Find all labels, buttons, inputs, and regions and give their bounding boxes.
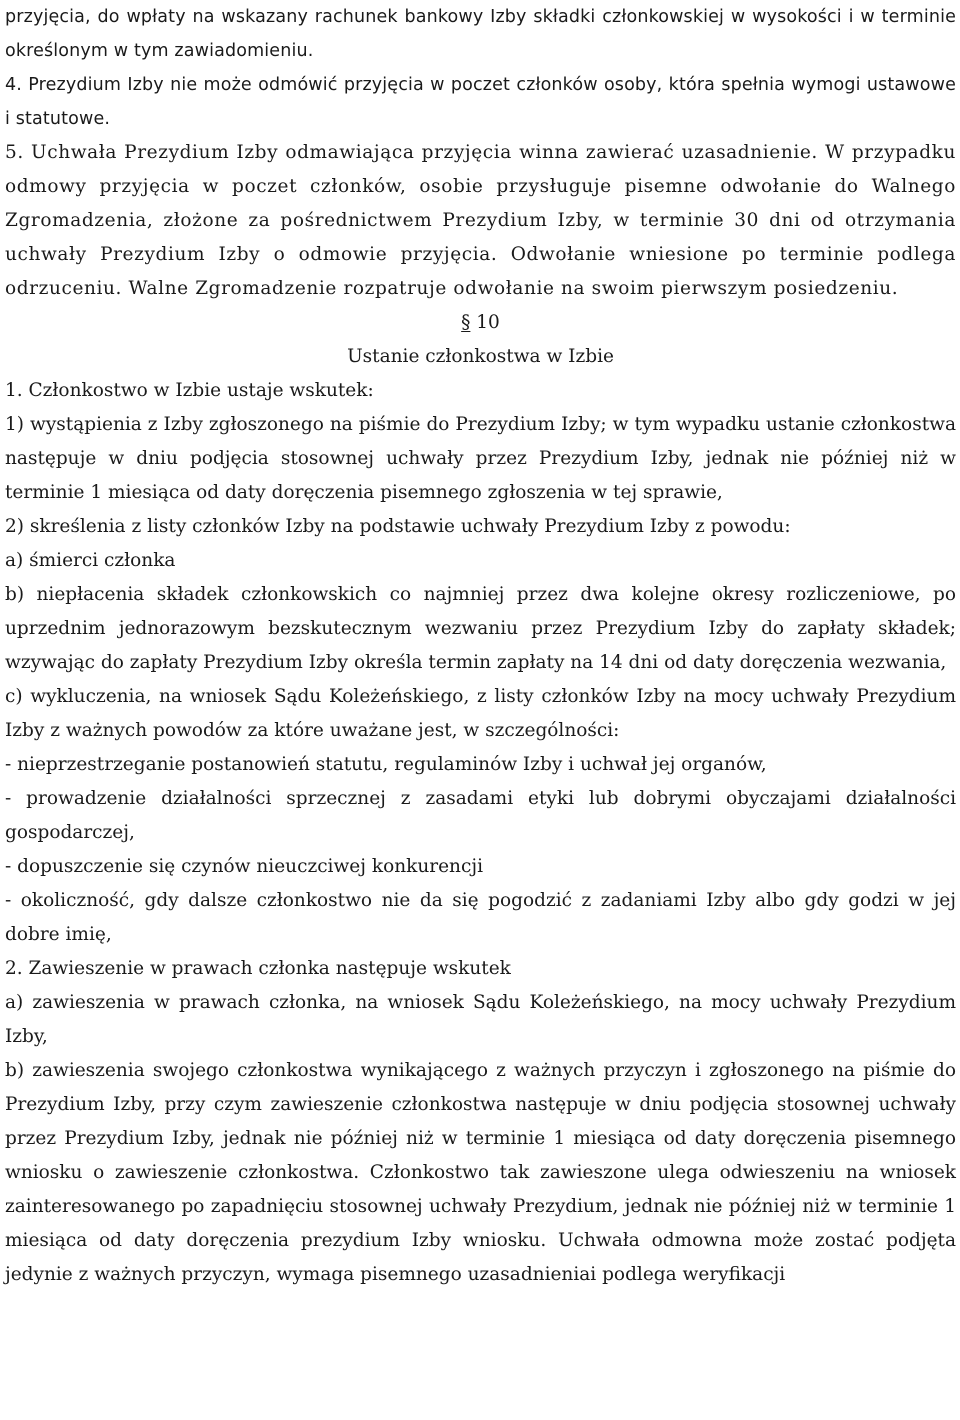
clause-1-point-2c: c) wykluczenia, na wniosek Sądu Koleżeńskiego, z listy członków Izby na mocy uchwały Prezydium Izby z ważnych powodów za które uważane jest, w szczególności:: [5, 686, 956, 741]
clause-1-point-2b: b) niepłacenia składek członkowskich co najmniej przez dwa kolejne okresy rozliczeniowe, po uprzednim jednorazowym bezskutecznym wezwaniu przez Prezydium Izby do zapłaty składek; wzywając do zapłaty Prezydium Izby określa termin zapłaty na 14 dni od daty doręczenia wezwania,: [5, 584, 956, 673]
clause-2-point-b: b) zawieszenia swojego członkostwa wynikającego z ważnych przyczyn i zgłoszonego na piśmie do Prezydium Izby, przy czym zawieszenie członkostwa następuje w dniu podjęcia stosownej uchwały przez Prezydium Izby, jednak nie później niż w terminie 1 miesiąca od daty doręczenia pisemnego wniosku o zawieszenie członkostwa. Członkostwo tak zawieszone ulega odwieszeniu na wniosek zainteresowanego po zapadnięciu stosownej uchwały Prezydium, jednak nie później niż w terminie 1 miesiąca od daty doręczenia prezydium Izby wniosku. Uchwała odmowna może zostać podjęta jedynie z ważnych przyczyn, wymaga pisemnego uzasadnieniai podlega weryfikacji: [5, 1060, 956, 1285]
paragraph-item-4: 4. Prezydium Izby nie może odmówić przyjęcia w poczet członków osoby, która spełnia wymogi ustawowe i statutowe.: [5, 75, 956, 129]
section-heading-title: Ustanie członkostwa w Izbie: [347, 346, 614, 367]
clause-1-point-2a: a) śmierci członka: [5, 550, 176, 571]
dash-item-2: - prowadzenie działalności sprzecznej z zasadami etyki lub dobrymi obyczajami działalności gospodarczej,: [5, 788, 956, 843]
clause-1-point-2: 2) skreślenia z listy członków Izby na podstawie uchwały Prezydium Izby z powodu:: [5, 516, 791, 537]
paragraph-continuation: przyjęcia, do wpłaty na wskazany rachunek bankowy Izby składki członkowskiej w wysokości i w terminie określonym w tym zawiadomieniu.: [5, 7, 956, 61]
section-symbol: §: [461, 312, 471, 333]
clause-1-point-1: 1) wystąpienia z Izby zgłoszonego na piśmie do Prezydium Izby; w tym wypadku ustanie członkostwa następuje w dniu podjęcia stosownej uchwały przez Prezydium Izby, jednak nie później niż w terminie 1 miesiąca od daty doręczenia pisemnego zgłoszenia w tej sprawie,: [5, 414, 956, 503]
clause-2: 2. Zawieszenie w prawach członka następuje wskutek: [5, 958, 511, 979]
section-heading-number: [5, 306, 956, 340]
dash-item-4: - okoliczność, gdy dalsze członkostwo nie da się pogodzić z zadaniami Izby albo gdy godzi w jej dobre imię,: [5, 890, 956, 945]
clause-1: 1. Członkostwo w Izbie ustaje wskutek:: [5, 380, 374, 401]
section-number: 10: [470, 312, 500, 333]
paragraph-item-5: 5. Uchwała Prezydium Izby odmawiająca przyjęcia winna zawierać uzasadnienie. W przypadku odmowy przyjęcia w poczet członków, osobie przysługuje pisemne odwołanie do Walnego Zgromadzenia, złożone za pośrednictwem Prezydium Izby, w terminie 30 dni od otrzymania uchwały Prezydium Izby o odmowie przyjęcia. Odwołanie wniesione po terminie podlega odrzuceniu. Walne Zgromadzenie rozpatruje odwołanie na swoim pierwszym posiedzeniu.: [5, 142, 956, 299]
dash-item-1: - nieprzestrzeganie postanowień statutu, regulaminów Izby i uchwał jej organów,: [5, 754, 767, 775]
dash-item-3: - dopuszczenie się czynów nieuczciwej konkurencji: [5, 856, 483, 877]
clause-2-point-a: a) zawieszenia w prawach członka, na wniosek Sądu Koleżeńskiego, na mocy uchwały Prezydium Izby,: [5, 992, 956, 1047]
